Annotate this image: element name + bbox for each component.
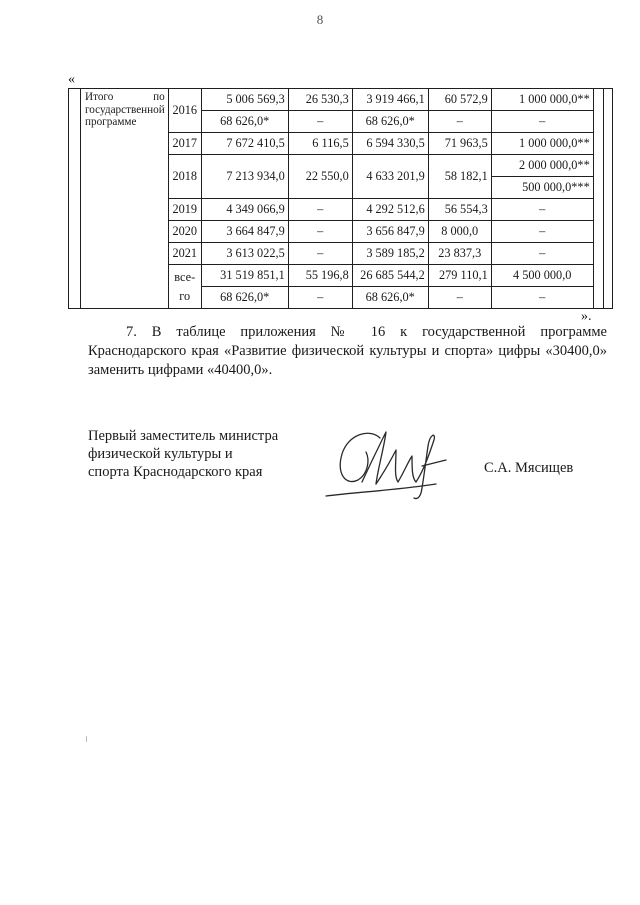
value-cell: 279 110,1 bbox=[428, 265, 491, 287]
value-cell: – bbox=[428, 287, 491, 309]
budget-table bbox=[68, 88, 613, 309]
value-cell: 4 500 000,0 bbox=[491, 265, 593, 287]
value-cell: 4 349 066,9 bbox=[201, 199, 288, 221]
signatory-title bbox=[88, 427, 318, 481]
page-number: 8 bbox=[316, 12, 324, 27]
value-cell: 26 530,3 bbox=[288, 89, 352, 111]
value-cell: 23 837,3 bbox=[428, 243, 491, 265]
value-cell: 1 000 000,0** bbox=[491, 133, 593, 155]
year-cell: 2019 bbox=[168, 199, 201, 221]
paragraph-7: 7. В таблице приложения № 16 к государственной программе Краснодарского края «Развитие физической культуры и спорта» цифры «30400,0» заменить цифрами «40400,0». bbox=[88, 324, 607, 378]
opening-quote-mark: « bbox=[68, 72, 75, 87]
closing-quote-mark: ». bbox=[581, 309, 592, 324]
value-cell: 7 672 410,5 bbox=[201, 133, 288, 155]
value-cell: 3 919 466,1 bbox=[352, 89, 428, 111]
table-row bbox=[69, 89, 613, 111]
value-cell: 2 000 000,0** bbox=[491, 155, 593, 177]
value-cell: 68 626,0* bbox=[201, 287, 288, 309]
blank-column bbox=[603, 89, 612, 309]
year-cell: 2020 bbox=[168, 221, 201, 243]
blank-column bbox=[593, 89, 603, 309]
value-cell: 3 613 022,5 bbox=[201, 243, 288, 265]
value-cell: 26 685 544,2 bbox=[352, 265, 428, 287]
value-cell: 68 626,0* bbox=[352, 111, 428, 133]
value-cell: 55 196,8 bbox=[288, 265, 352, 287]
year-cell: 2018 bbox=[168, 155, 201, 199]
value-cell: 5 006 569,3 bbox=[201, 89, 288, 111]
value-cell: 71 963,5 bbox=[428, 133, 491, 155]
signatory-name: С.А. Мясищев bbox=[484, 460, 574, 476]
value-cell: 6 594 330,5 bbox=[352, 133, 428, 155]
value-cell: 4 633 201,9 bbox=[352, 155, 428, 199]
value-cell: 3 589 185,2 bbox=[352, 243, 428, 265]
value-cell: – bbox=[288, 199, 352, 221]
value-cell: 3 664 847,9 bbox=[201, 221, 288, 243]
value-cell: 58 182,1 bbox=[428, 155, 491, 199]
scan-mark bbox=[86, 736, 87, 742]
signatory-title-line: спорта Краснодарского края bbox=[88, 464, 263, 480]
value-cell: – bbox=[491, 199, 593, 221]
signatory-title-line: Первый заместитель министра bbox=[88, 428, 279, 444]
value-cell: – bbox=[288, 111, 352, 133]
value-cell: 31 519 851,1 bbox=[201, 265, 288, 287]
year-cell: 2021 bbox=[168, 243, 201, 265]
value-cell: 8 000,0 bbox=[428, 221, 491, 243]
value-cell: – bbox=[491, 221, 593, 243]
value-cell: 4 292 512,6 bbox=[352, 199, 428, 221]
year-cell: 2016 bbox=[168, 89, 201, 133]
value-cell: – bbox=[428, 111, 491, 133]
value-cell: 68 626,0* bbox=[352, 287, 428, 309]
value-cell: – bbox=[491, 287, 593, 309]
value-cell: 500 000,0*** bbox=[491, 177, 593, 199]
blank-column bbox=[69, 89, 81, 309]
row-label-cell: Итого по государственной программе bbox=[81, 89, 169, 309]
signatory-title-line: физической культуры и bbox=[88, 446, 233, 462]
value-cell: 56 554,3 bbox=[428, 199, 491, 221]
year-cell: 2017 bbox=[168, 133, 201, 155]
value-cell: 68 626,0* bbox=[201, 111, 288, 133]
value-cell: – bbox=[288, 243, 352, 265]
value-cell: 1 000 000,0** bbox=[491, 89, 593, 111]
value-cell: – bbox=[491, 111, 593, 133]
value-cell: 7 213 934,0 bbox=[201, 155, 288, 199]
value-cell: 60 572,9 bbox=[428, 89, 491, 111]
value-cell: 6 116,5 bbox=[288, 133, 352, 155]
value-cell: 3 656 847,9 bbox=[352, 221, 428, 243]
value-cell: – bbox=[288, 221, 352, 243]
total-year-cell: все-го bbox=[168, 265, 201, 309]
handwritten-signature bbox=[318, 422, 468, 512]
value-cell: – bbox=[288, 287, 352, 309]
value-cell: 22 550,0 bbox=[288, 155, 352, 199]
value-cell: – bbox=[491, 243, 593, 265]
